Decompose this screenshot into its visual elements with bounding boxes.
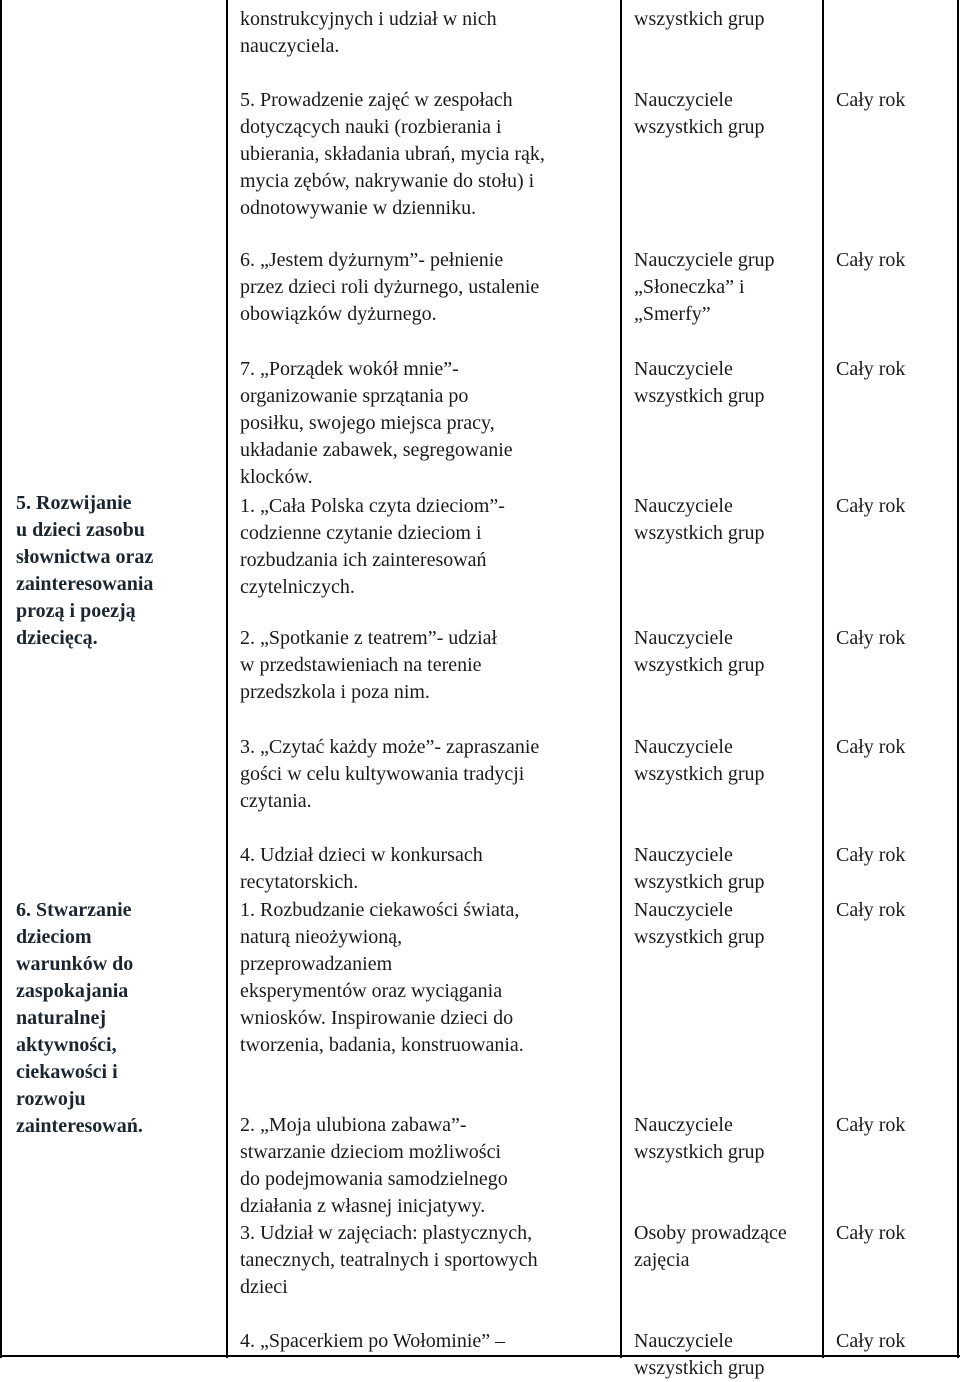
task-line: w przedstawieniach na terenie	[240, 654, 482, 676]
responsible-cell	[634, 625, 765, 679]
task-line: wniosków. Inspirowanie dzieci do	[240, 1007, 514, 1029]
task-line: dzieci	[240, 1276, 288, 1298]
task-line: dotyczących nauki (rozbierania i	[240, 116, 502, 138]
responsible-cell	[634, 734, 765, 788]
task-line: do podejmowania samodzielnego	[240, 1168, 508, 1190]
responsible-cell	[634, 356, 765, 410]
responsible-cell	[634, 6, 765, 33]
task-line: nauczyciela.	[240, 35, 340, 57]
goal-6-line: aktywności,	[16, 1034, 117, 1056]
deadline-cell: Cały rok	[836, 627, 906, 649]
task-line: posiłku, swojego miejsca pracy,	[240, 412, 495, 434]
responsible-line: Nauczyciele	[634, 1114, 733, 1136]
goal-5-line: zainteresowania	[16, 573, 154, 595]
task-line: 6. „Jestem dyżurnym”- pełnienie	[240, 249, 504, 271]
responsible-cell	[634, 247, 774, 328]
responsible-line: Osoby prowadzące	[634, 1222, 787, 1244]
responsible-line: wszystkich grup	[634, 1141, 765, 1163]
goal-5-line: u dzieci zasobu	[16, 519, 145, 541]
responsible-cell	[634, 87, 765, 141]
task-line: 1. „Cała Polska czyta dzieciom”-	[240, 495, 505, 517]
task-line: układanie zabawek, segregowanie	[240, 439, 513, 461]
deadline-cell: Cały rok	[836, 1330, 906, 1352]
deadline-cell: Cały rok	[836, 495, 906, 517]
task-line: przedszkola i poza nim.	[240, 681, 430, 703]
responsible-cell	[634, 1328, 765, 1382]
deadline-cell: Cały rok	[836, 736, 906, 758]
task-line: naturą nieożywioną,	[240, 926, 403, 948]
column-divider-3	[822, 0, 824, 1358]
task-cell	[240, 493, 505, 601]
task-line: organizowanie sprzątania po	[240, 385, 469, 407]
task-cell	[240, 897, 524, 1059]
task-line: czytelniczych.	[240, 576, 355, 598]
responsible-line: Nauczyciele	[634, 358, 733, 380]
responsible-cell	[634, 897, 765, 951]
responsible-line: Nauczyciele	[634, 844, 733, 866]
task-line: czytania.	[240, 790, 312, 812]
task-line: ubierania, składania ubrań, mycia rąk,	[240, 143, 545, 165]
responsible-line: „Smerfy”	[634, 303, 711, 325]
task-line: 3. „Czytać każdy może”- zapraszanie	[240, 736, 540, 758]
row-divider	[0, 1355, 960, 1357]
responsible-line: wszystkich grup	[634, 926, 765, 948]
task-line: 4. „Spacerkiem po Wołominie” –	[240, 1330, 506, 1352]
task-line: 4. Udział dzieci w konkursach	[240, 844, 483, 866]
task-cell	[240, 1220, 538, 1301]
goal-5	[16, 490, 153, 652]
task-line: klocków.	[240, 466, 313, 488]
responsible-line: Nauczyciele	[634, 899, 733, 921]
goal-6-line: zainteresowań.	[16, 1115, 143, 1137]
goal-5-line: dziecięcą.	[16, 627, 98, 649]
responsible-line: Nauczyciele	[634, 89, 733, 111]
goal-5-line: słownictwa oraz	[16, 546, 154, 568]
task-cell	[240, 87, 545, 222]
column-divider-1	[226, 0, 228, 1358]
goal-6-line: ciekawości i	[16, 1061, 118, 1083]
goal-6	[16, 897, 143, 1140]
task-line: tanecznych, teatralnych i sportowych	[240, 1249, 538, 1271]
task-line: 1. Rozbudzanie ciekawości świata,	[240, 899, 520, 921]
deadline-cell: Cały rok	[836, 1114, 906, 1136]
responsible-cell	[634, 842, 765, 896]
task-line: 2. „Spotkanie z teatrem”- udział	[240, 627, 498, 649]
task-cell	[240, 734, 539, 815]
responsible-cell	[634, 493, 765, 547]
task-line: mycia zębów, nakrywanie do stołu) i	[240, 170, 535, 192]
task-cell	[240, 6, 497, 60]
task-cell	[240, 625, 497, 706]
task-line: gości w celu kultywowania tradycji	[240, 763, 525, 785]
task-line: 2. „Moja ulubiona zabawa”-	[240, 1114, 467, 1136]
responsible-cell	[634, 1112, 765, 1166]
responsible-line: wszystkich grup	[634, 385, 765, 407]
goal-6-line: naturalnej	[16, 1007, 106, 1029]
task-cell	[240, 842, 483, 896]
task-cell	[240, 1328, 505, 1355]
deadline-cell: Cały rok	[836, 249, 906, 271]
task-line: przeprowadzaniem	[240, 953, 393, 975]
task-line: stwarzanie dzieciom możliwości	[240, 1141, 502, 1163]
deadline-cell: Cały rok	[836, 899, 906, 921]
responsible-line: wszystkich grup	[634, 1357, 765, 1379]
task-line: tworzenia, badania, konstruowania.	[240, 1034, 524, 1056]
task-line: 3. Udział w zajęciach: plastycznych,	[240, 1222, 533, 1244]
deadline-cell: Cały rok	[836, 89, 906, 111]
task-line: konstrukcyjnych i udział w nich	[240, 8, 497, 30]
task-line: 7. „Porządek wokół mnie”-	[240, 358, 459, 380]
responsible-line: wszystkich grup	[634, 654, 765, 676]
task-line: odnotowywanie w dzienniku.	[240, 197, 477, 219]
table-border-left	[0, 0, 2, 1358]
goal-5-line: 5. Rozwijanie	[16, 492, 132, 514]
task-line: eksperymentów oraz wyciągania	[240, 980, 503, 1002]
goal-6-line: dzieciom	[16, 926, 92, 948]
responsible-line: Nauczyciele	[634, 1330, 733, 1352]
task-line: rozbudzania ich zainteresowań	[240, 549, 487, 571]
task-cell	[240, 247, 539, 328]
responsible-line: Nauczyciele grup	[634, 249, 775, 271]
task-cell	[240, 1112, 508, 1220]
deadline-cell: Cały rok	[836, 358, 906, 380]
goal-6-line: warunków do	[16, 953, 134, 975]
table-border-right	[957, 0, 959, 1358]
column-divider-2	[620, 0, 622, 1358]
task-cell	[240, 356, 513, 491]
responsible-line: wszystkich grup	[634, 522, 765, 544]
responsible-line: wszystkich grup	[634, 8, 765, 30]
responsible-line: zajęcia	[634, 1249, 690, 1271]
goal-5-line: prozą i poezją	[16, 600, 136, 622]
responsible-line: „Słoneczka” i	[634, 276, 745, 298]
task-line: recytatorskich.	[240, 871, 359, 893]
deadline-cell: Cały rok	[836, 1222, 906, 1244]
task-line: 5. Prowadzenie zajęć w zespołach	[240, 89, 513, 111]
responsible-line: wszystkich grup	[634, 871, 765, 893]
deadline-cell: Cały rok	[836, 844, 906, 866]
responsible-cell	[634, 1220, 787, 1274]
task-line: codzienne czytanie dzieciom i	[240, 522, 482, 544]
goal-6-line: 6. Stwarzanie	[16, 899, 132, 921]
task-line: obowiązków dyżurnego.	[240, 303, 437, 325]
responsible-line: Nauczyciele	[634, 495, 733, 517]
goal-6-line: zaspokajania	[16, 980, 129, 1002]
task-line: działania z własnej inicjatywy.	[240, 1195, 486, 1217]
goal-6-line: rozwoju	[16, 1088, 86, 1110]
responsible-line: Nauczyciele	[634, 627, 733, 649]
responsible-line: wszystkich grup	[634, 116, 765, 138]
task-line: przez dzieci roli dyżurnego, ustalenie	[240, 276, 540, 298]
responsible-line: wszystkich grup	[634, 763, 765, 785]
responsible-line: Nauczyciele	[634, 736, 733, 758]
